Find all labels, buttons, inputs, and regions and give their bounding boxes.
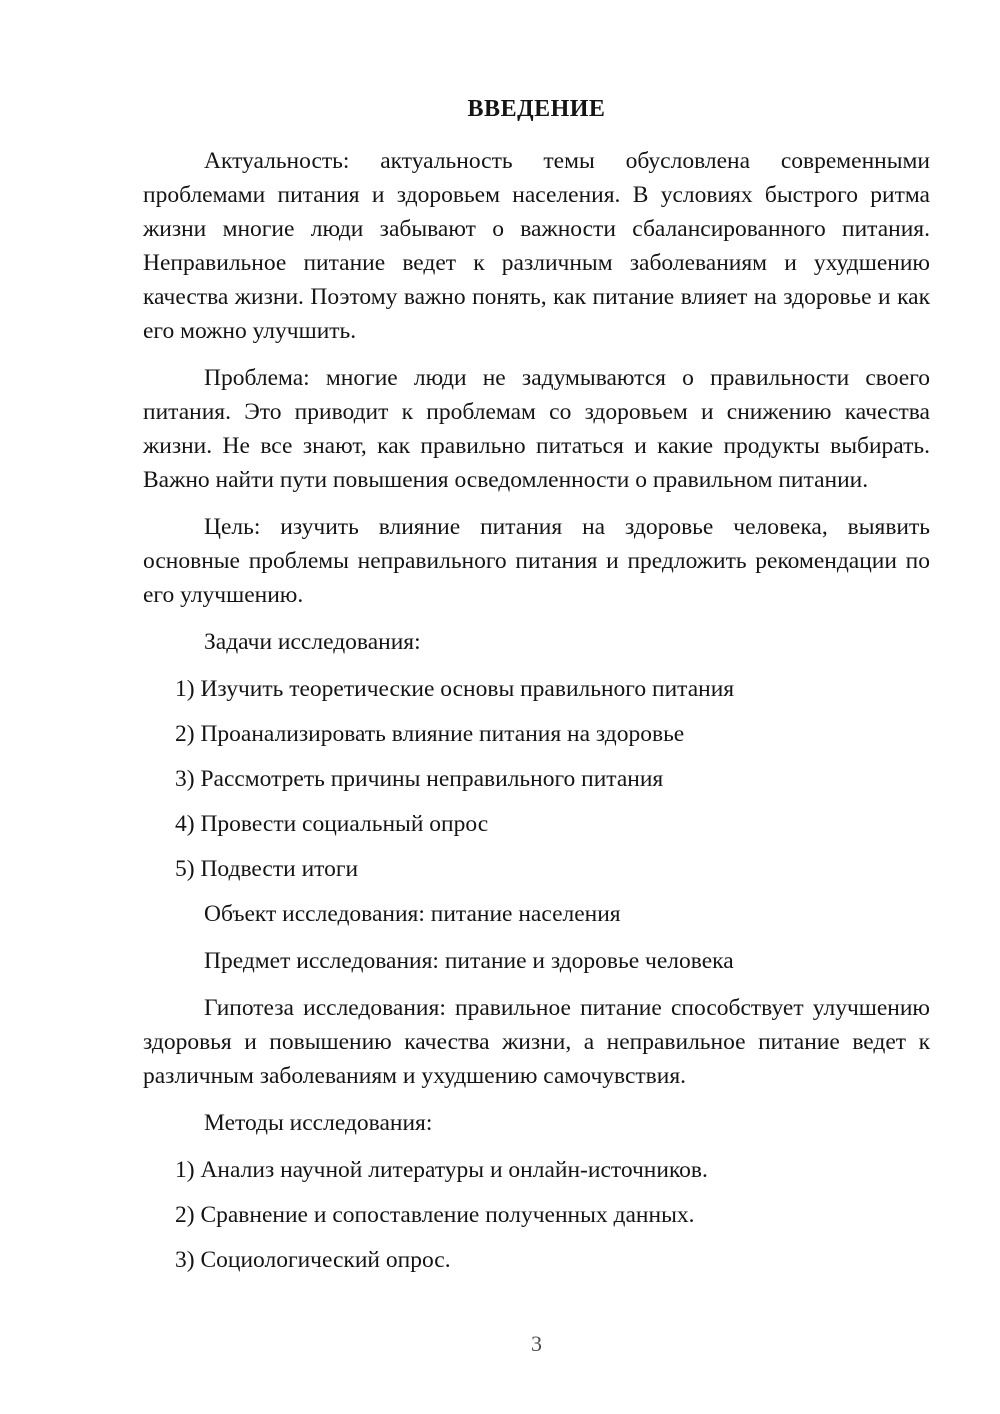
page-number: 3: [531, 1331, 542, 1356]
page-title: ВВЕДЕНИЕ: [467, 96, 606, 122]
task-item-3: 3) Рассмотреть причины неправильного питания: [175, 766, 664, 792]
paragraph-hypothesis: Гипотеза исследования: правильное питание способствует улучшению здоровья и повышению качества жизни, а неправильное питание ведет к различным заболеваниям и ухудшению самочувствия.: [143, 995, 930, 1089]
methods-heading: Методы исследования:: [204, 1110, 433, 1136]
page-content: [143, 95, 930, 1288]
tasks-list: [143, 672, 930, 886]
tasks-heading: Задачи исследования:: [204, 629, 421, 655]
task-item-4: 4) Провести социальный опрос: [175, 811, 489, 837]
paragraph-problem: Проблема: многие люди не задумываются о правильности своего питания. Это приводит к проблемам со здоровьем и снижению качества жизни. Не все знают, как правильно питаться и какие продукты выбирать. Важно найти пути повышения осведомленности о правильном питании.: [143, 365, 930, 493]
methods-list: [143, 1153, 930, 1277]
task-item-5: 5) Подвести итоги: [175, 856, 359, 882]
paragraph-actuality: Актуальность: актуальность темы обусловлена современными проблемами питания и здоровьем населения. В условиях быстрого ритма жизни многие люди забывают о важности сбалансированного питания. Неправильное питание ведет к различным заболеваниям и ухудшению качества жизни. Поэтому важно понять, как питание влияет на здоровье и как его можно улучшить.: [143, 148, 930, 344]
task-item-2: 2) Проанализировать влияние питания на здоровье: [175, 721, 685, 747]
method-item-2: 2) Сравнение и сопоставление полученных данных.: [175, 1202, 695, 1228]
paragraph-research-subject: Предмет исследования: питание и здоровье человека: [204, 948, 734, 974]
method-item-3: 3) Социологический опрос.: [175, 1247, 451, 1273]
paragraph-goal: Цель: изучить влияние питания на здоровье человека, выявить основные проблемы неправильного питания и предложить рекомендации по его улучшению.: [143, 514, 930, 608]
paragraph-research-object: Объект исследования: питание населения: [204, 901, 621, 927]
method-item-1: 1) Анализ научной литературы и онлайн-источников.: [175, 1157, 708, 1183]
task-item-1: 1) Изучить теоретические основы правильного питания: [175, 676, 735, 702]
